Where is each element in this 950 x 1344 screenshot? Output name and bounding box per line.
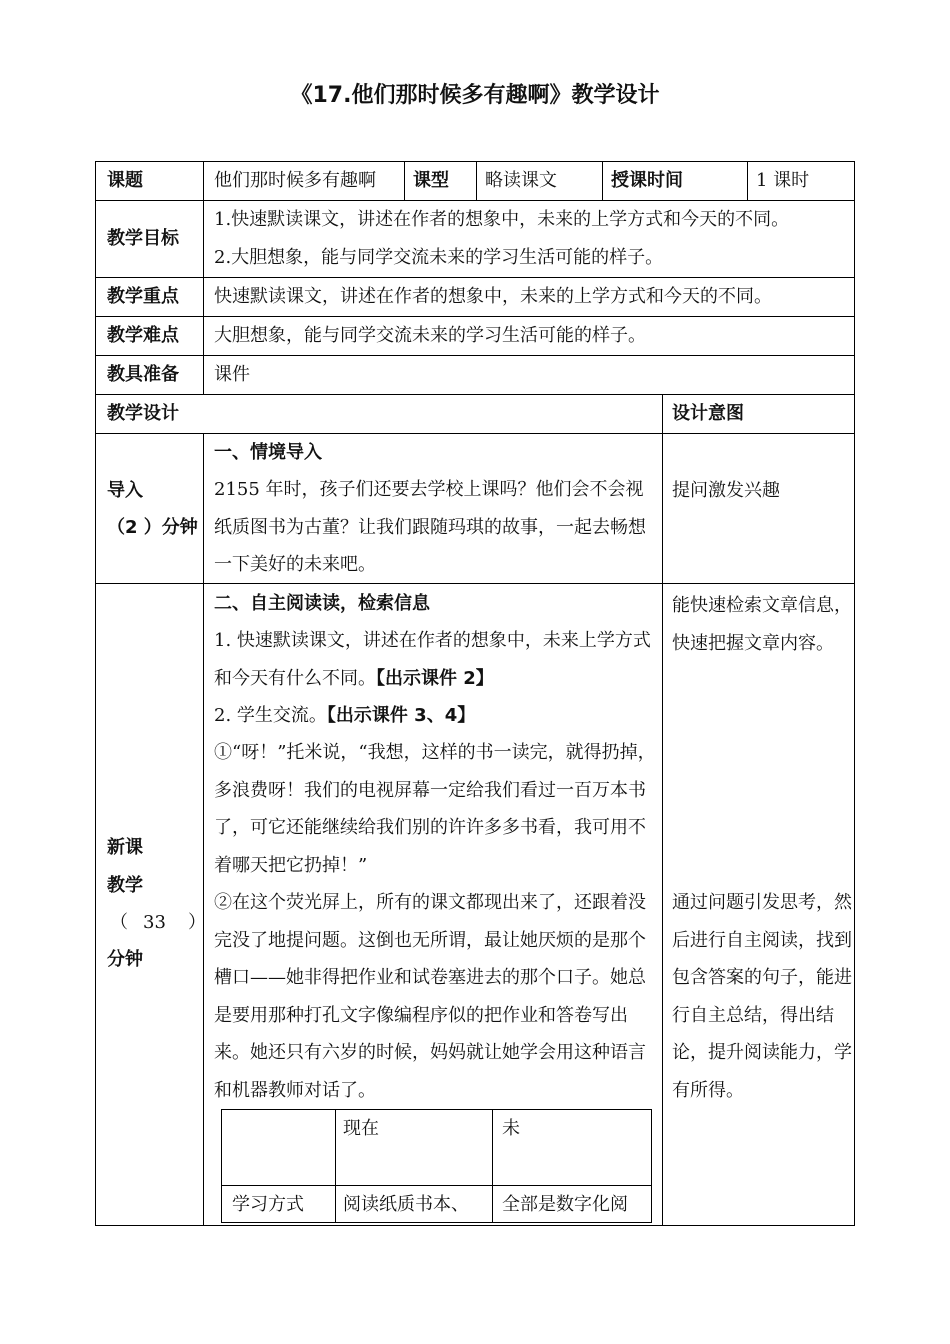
lesson-duration-num: 33	[143, 912, 166, 933]
lesson-duration-close: ）	[188, 912, 206, 933]
lesson-step2-text: 2. 学生交流。	[214, 705, 327, 726]
lesson-step1-text: 1. 快速默读课文，讲述在作者的想象中，未来上学方式和今天有什么不同。	[214, 630, 651, 689]
key-points-value: 快速默读课文，讲述在作者的想象中，未来的上学方式和今天的不同。	[214, 286, 772, 307]
slide-tag: 【出示课件 3、4】	[326, 705, 476, 726]
type-value: 略读课文	[485, 170, 557, 191]
time-value: 1 课时	[756, 170, 810, 191]
lesson-stage-line2: 教学	[107, 875, 143, 896]
comparison-cell: 全部是数字化阅	[502, 1194, 628, 1215]
intro-intent: 提问激发兴趣	[672, 480, 780, 501]
materials-value: 课件	[214, 364, 250, 385]
intro-duration: （2 ）分钟	[107, 517, 198, 538]
lesson-duration-open: （	[110, 912, 128, 933]
intent-header: 设计意图	[672, 403, 744, 424]
page-title: 《17.他们那时候多有趣啊》教学设计	[290, 83, 660, 108]
topic-label: 课题	[107, 170, 143, 191]
comparison-header: 未	[502, 1118, 520, 1139]
quote-1: ①“呀！”托米说，“我想，这样的书一读完，就得扔掉，多浪费呀！我们的电视屏幕一定给我们看过一百万本书了，可它还能继续给我们别的许许多多书看，我可用不着哪天把它扔掉！”	[214, 742, 656, 876]
lesson-step1	[214, 622, 660, 697]
comparison-header: 现在	[343, 1118, 379, 1139]
intro-stage: 导入	[107, 480, 143, 501]
type-label: 课型	[413, 170, 449, 191]
goal-item: 2.大胆想象，能与同学交流未来的学习生活可能的样子。	[214, 247, 664, 268]
goal-item: 1.快速默读课文，讲述在作者的想象中，未来的上学方式和今天的不同。	[214, 209, 790, 230]
comparison-cell: 学习方式	[232, 1194, 304, 1215]
topic-value: 他们那时候多有趣啊	[214, 170, 376, 191]
difficulties-label: 教学难点	[107, 325, 179, 346]
materials-label: 教具准备	[107, 364, 179, 385]
lesson-stage-line1: 新课	[107, 837, 143, 858]
lesson-duration-unit: 分钟	[107, 949, 143, 970]
design-header: 教学设计	[107, 403, 179, 424]
difficulties-value: 大胆想象，能与同学交流未来的学习生活可能的样子。	[214, 325, 646, 346]
goals-label: 教学目标	[107, 228, 179, 249]
lesson-intent-2: 通过问题引发思考，然后进行自主阅读，找到包含答案的句子，能进行自主总结，得出结论，提升阅读能力，学有所得。	[672, 892, 852, 1101]
time-label: 授课时间	[611, 170, 683, 191]
lesson-heading: 二、自主阅读读，检索信息	[214, 593, 430, 614]
key-points-label: 教学重点	[107, 286, 179, 307]
slide-tag: 【出示课件 2】	[376, 667, 494, 689]
intro-text: 2155 年时，孩子们还要去学校上课吗？他们会不会视纸质图书为古董？让我们跟随玛琪的故事，一起去畅想一下美好的未来吧。	[214, 479, 646, 575]
lesson-intent-1: 能快速检索文章信息，快速把握文章内容。	[672, 595, 852, 654]
comparison-cell: 阅读纸质书本、	[343, 1194, 469, 1215]
lesson-step2	[214, 697, 475, 734]
intro-heading: 一、情境导入	[214, 442, 322, 463]
quote-2: ②在这个荧光屏上，所有的课文都现出来了，还跟着没完没了地提问题。这倒也无所谓，最让她厌烦的是那个槽口——她非得把作业和试卷塞进去的那个口子。她总是要用那种打孔文字像编程序似的把作业和答卷写出来。她还只有六岁的时候，妈妈就让她学会用这种语言和机器教师对话了。	[214, 892, 646, 1101]
